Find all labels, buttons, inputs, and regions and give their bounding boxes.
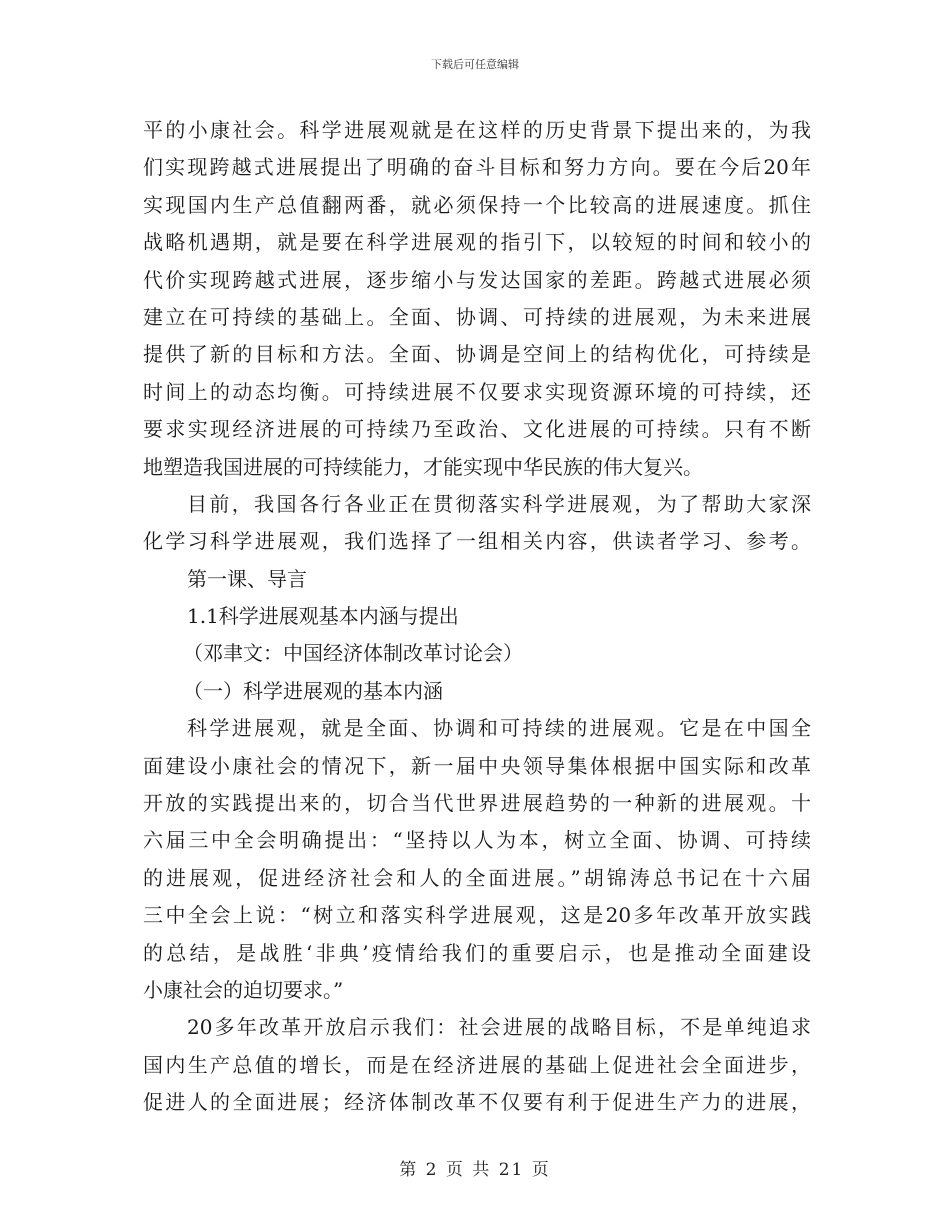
subsection-heading: （一）科学进展观的基本内涵 [183,678,443,703]
text-line: 六届三中全会明确提出：“坚持以人为本，树立全面、协调、可持续 [143,828,811,853]
text-line: 开放的实践提出来的，切合当代世界进展趋势的一种新的进展观。十 [143,791,811,816]
page-number-footer: 第 2 页 共 21 页 [399,1160,551,1180]
text-line: 的总结，是战胜‘非典’疫情给我们的重要启示，也是推动全面建设 [143,940,811,965]
text-line: 要求实现经济进展的可持续乃至政治、文化进展的可持续。只有不断 [143,417,811,442]
paragraph-first-line: 目前，我国各行各业正在贯彻落实科学进展观，为了帮助大家深 [187,491,811,516]
text-line: 实现国内生产总值翻两番，就必须保持一个比较高的进展速度。抓住 [143,192,811,217]
text-line: 时间上的动态均衡。可持续进展不仅要求实现资源环境的可持续，还 [143,379,811,404]
text-line: 促进人的全面进展；经济体制改革不仅要有利于促进生产力的进展， [143,1090,811,1115]
paragraph-first-line: 科学进展观，就是全面、协调和可持续的进展观。它是在中国全 [187,716,811,741]
text-line: 小康社会的迫切要求。” [143,977,344,1002]
text-line: 面建设小康社会的情况下，新一届中央领导集体根据中国实际和改革 [143,753,811,778]
text-line: 国内生产总值的增长，而是在经济进展的基础上促进社会全面进步， [143,1052,811,1077]
text-line: 的进展观，促进经济社会和人的全面进展。”胡锦涛总书记在十六届 [143,865,811,890]
text-line: 们实现跨越式进展提出了明确的奋斗目标和努力方向。要在今后20年 [143,155,811,180]
text-line: 平的小康社会。科学进展观就是在这样的历史背景下提出来的，为我 [143,118,811,142]
text-line: 三中全会上说：“树立和落实科学进展观，这是20多年改革开放实践 [143,903,811,928]
text-line: 化学习科学进展观，我们选择了一组相关内容，供读者学习、参考。 [143,529,811,554]
text-line: 地塑造我国进展的可持续能力，才能实现中华民族的伟大复兴。 [143,454,703,479]
text-line: 提供了新的目标和方法。全面、协调是空间上的结构优化，可持续是 [143,342,811,367]
document-body [143,112,811,1122]
section-author: （邓聿文：中国经济体制改革讨论会） [183,641,523,666]
lesson-heading: 第一课、导言 [187,566,307,591]
paragraph-first-line: 20多年改革开放启示我们：社会进展的战略目标，不是单纯追求 [187,1015,811,1040]
page-header: 下载后可任意编辑 [431,58,519,71]
text-line: 建立在可持续的基础上。全面、协调、可持续的进展观，为未来进展 [143,304,811,329]
section-heading: 1.1科学进展观基本内涵与提出 [187,604,459,629]
text-line: 战略机遇期，就是要在科学进展观的指引下，以较短的时间和较小的 [143,230,811,255]
text-line: 代价实现跨越式进展，逐步缩小与发达国家的差距。跨越式进展必须 [143,267,811,292]
